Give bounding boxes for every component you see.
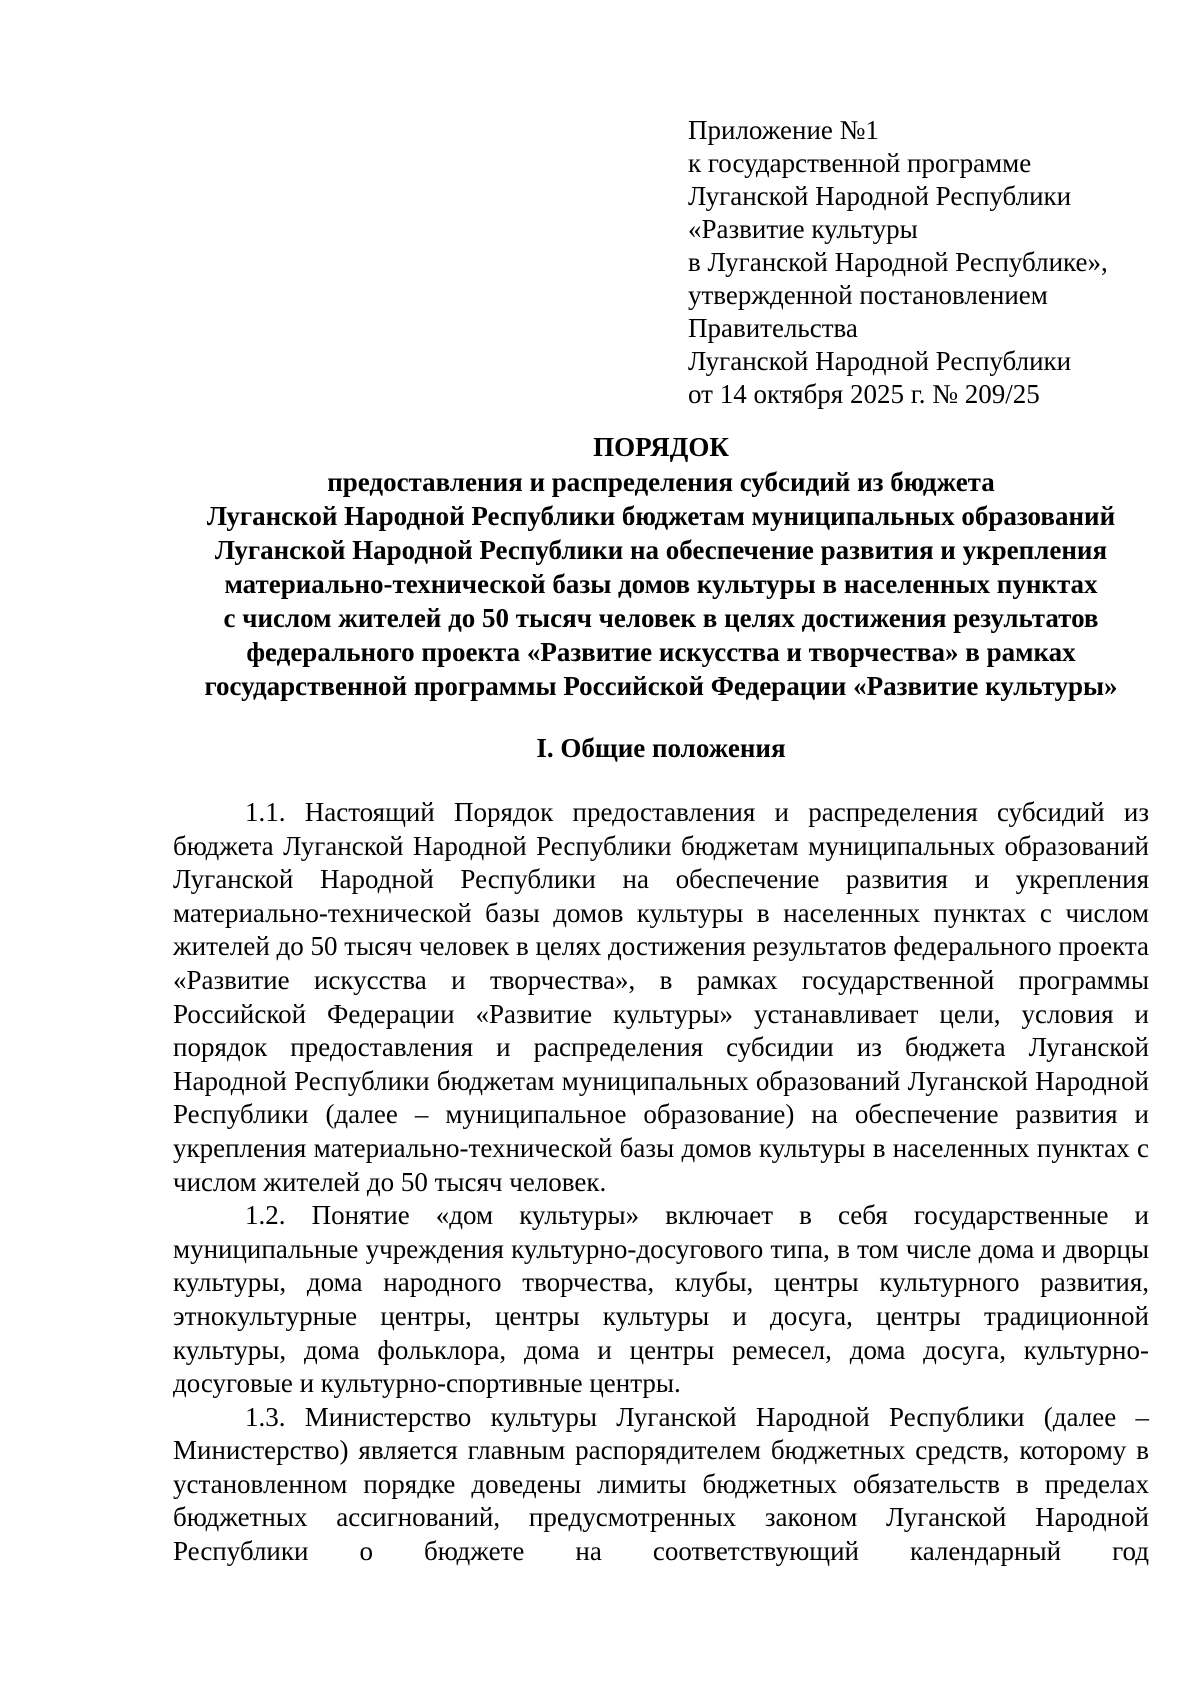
title-main: ПОРЯДОК bbox=[593, 432, 729, 462]
title-line: предоставления и распределения субсидий из бюджета bbox=[327, 467, 995, 497]
title-line: Луганской Народной Республики бюджетам муниципальных образований bbox=[206, 501, 1116, 531]
appendix-line: Луганской Народной Республики bbox=[688, 346, 1072, 376]
title-line: Луганской Народной Республики на обеспечение развития и укрепления bbox=[214, 535, 1108, 565]
title-line: материально-технической базы домов культуры в населенных пунктах bbox=[224, 569, 1098, 599]
appendix-block bbox=[688, 114, 1158, 411]
paragraph-1-3: 1.3. Министерство культуры Луганской Народной Республики (далее – Министерство) является главным распорядителем бюджетных средств, которому в установленном порядке доведены лимиты бюджетных обязательств в пределах бюджетных ассигнований, предусмотренных законом Луганской Народной Республики о бюджете на соответствующий календарный год bbox=[173, 1401, 1149, 1567]
section-heading: I. Общие положения bbox=[536, 733, 786, 763]
appendix-line: от 14 октября 2025 г. № 209/25 bbox=[688, 379, 1040, 409]
appendix-line: Приложение №1 bbox=[688, 115, 879, 145]
title-line: государственной программы Российской Федерации «Развитие культуры» bbox=[204, 671, 1118, 701]
appendix-line: к государственной программе bbox=[688, 148, 1032, 178]
appendix-line: Луганской Народной Республики bbox=[688, 181, 1072, 211]
title-line: федерального проекта «Развитие искусства и творчества» в рамках bbox=[246, 637, 1076, 667]
appendix-line: утвержденной постановлением bbox=[688, 280, 1048, 310]
appendix-line: Правительства bbox=[688, 313, 858, 343]
document-body bbox=[173, 796, 1149, 1567]
title-line: с числом жителей до 50 тысяч человек в целях достижения результатов bbox=[223, 603, 1099, 633]
document-title bbox=[173, 430, 1149, 703]
paragraph-1-2: 1.2. Понятие «дом культуры» включает в себя государственные и муниципальные учреждения культурно-досугового типа, в том числе дома и дворцы культуры, дома народного творчества, клубы, центры культурного развития, этнокультурные центры, центры культуры и досуга, центры традиционной культуры, дома фольклора, дома и центры ремесел, дома досуга, культурно-досуговые и культурно-спортивные центры. bbox=[173, 1200, 1149, 1399]
appendix-line: в Луганской Народной Республике», bbox=[688, 247, 1108, 277]
appendix-line: «Развитие культуры bbox=[688, 214, 918, 244]
paragraph-1-1: 1.1. Настоящий Порядок предоставления и распределения субсидий из бюджета Луганской Народной Республики бюджетам муниципальных образований Луганской Народной Республики на обеспечение развития и укрепления материально-технической базы домов культуры в населенных пунктах с числом жителей до 50 тысяч человек в целях достижения результатов федерального проекта «Развитие искусства и творчества», в рамках государственной программы Российской Федерации «Развитие культуры» устанавливает цели, условия и порядок предоставления и распределения субсидии из бюджета Луганской Народной Республики бюджетам муниципальных образований Луганской Народной Республики (далее – муниципальное образование) на обеспечение развития и укрепления материально-технической базы домов культуры в населенных пунктах с числом жителей до 50 тысяч человек. bbox=[173, 797, 1149, 1197]
